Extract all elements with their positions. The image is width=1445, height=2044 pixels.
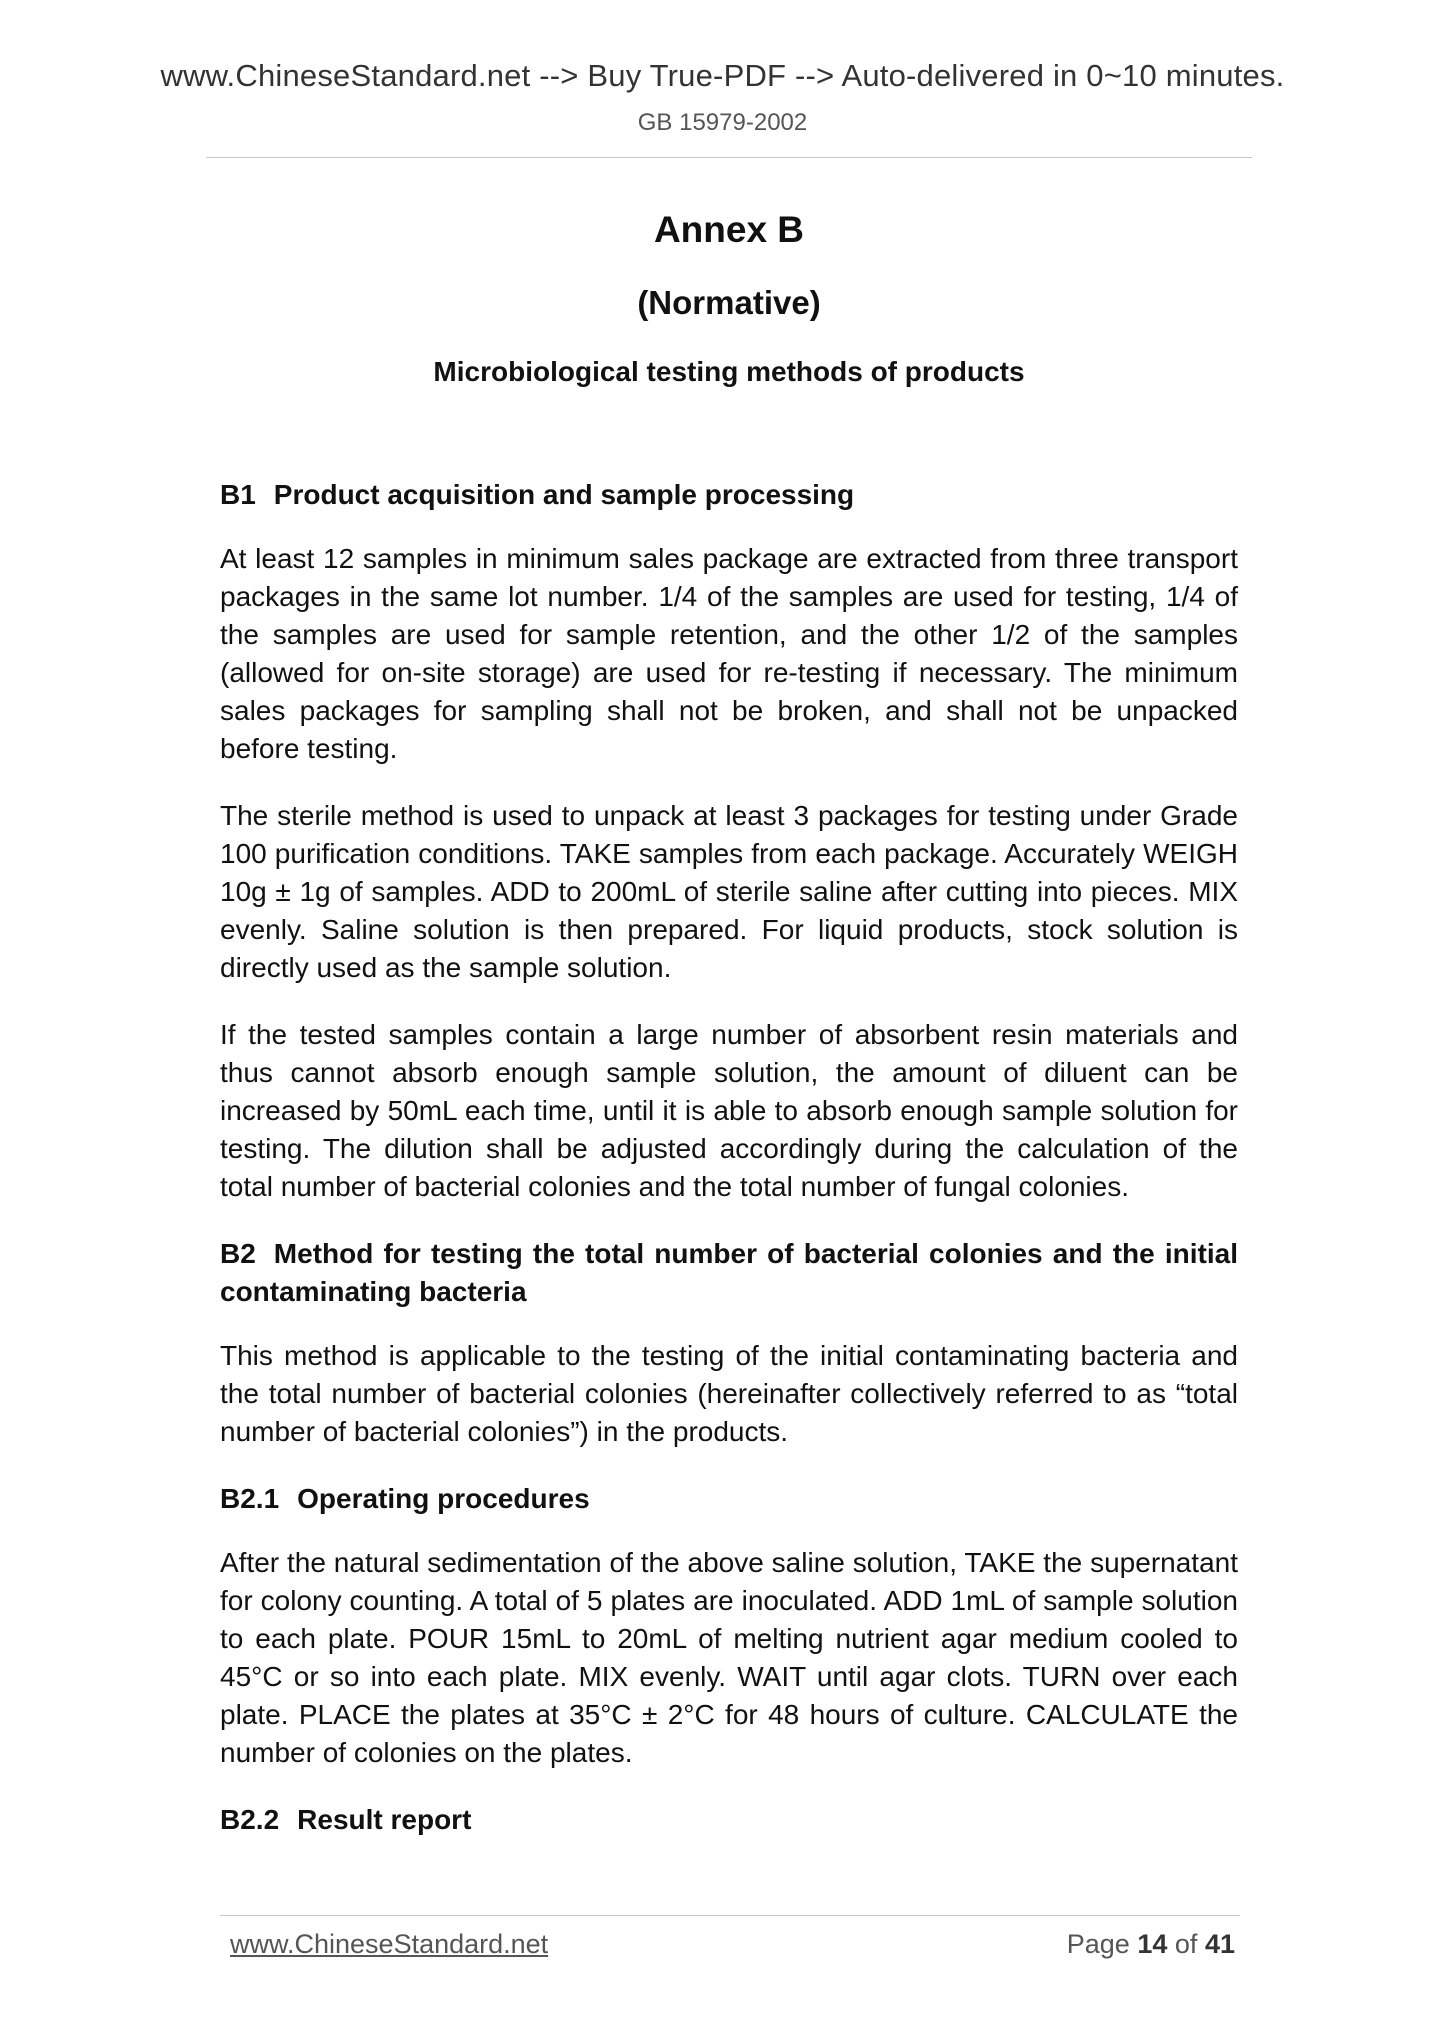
section-heading-b2-2 [220, 1801, 1238, 1839]
annex-subtitle: Microbiological testing methods of products [433, 356, 1025, 387]
section-heading-b1 [220, 476, 1238, 514]
page-body [220, 200, 1238, 1865]
footer-site-link[interactable]: www.ChineseStandard.net [230, 1929, 549, 1959]
annex-title: Annex B [653, 209, 805, 250]
paragraph: After the natural sedimentation of the above saline solution, TAKE the supernatant for colony counting. A total of 5 plates are inoculated. ADD 1mL of sample solution to each plate. POUR 15mL to 20mL of melting nutrient agar medium cooled to 45°C or so into each plate. MIX evenly. WAIT until agar clots. TURN over each plate. PLACE the plates at 35°C ± 2°C for 48 hours of culture. CALCULATE the number of colonies on the plates. [220, 1547, 1238, 1768]
page-current: 14 [1137, 1929, 1168, 1959]
paragraph: The sterile method is used to unpack at least 3 packages for testing under Grade 100 purification conditions. TAKE samples from each package. Accurately WEIGH 10g ± 1g of samples. ADD to 200mL of sterile saline after cutting into pieces. MIX evenly. Saline solution is then prepared. For liquid products, stock solution is directly used as the sample solution. [220, 800, 1238, 983]
paragraph: This method is applicable to the testing of the initial contaminating bacteria and the total number of bacterial colonies (hereinafter collectively referred to as “total number of bacterial colonies”) in the products. [220, 1340, 1238, 1447]
footer-divider [220, 1915, 1240, 1916]
section-number: B2.2 [220, 1804, 280, 1835]
section-title: Product acquisition and sample processing [273, 479, 855, 510]
page-total: 41 [1204, 1929, 1235, 1959]
header-banner-link[interactable]: www.ChineseStandard.net --> Buy True-PDF --> Auto-delivered in 0~10 minutes. [160, 58, 1285, 93]
section-title: Result report [297, 1804, 472, 1835]
page-of: of [1174, 1929, 1198, 1959]
page-indicator [1067, 1929, 1235, 1960]
section-heading-b2-1 [220, 1480, 1238, 1518]
standard-code: GB 15979-2002 [637, 109, 808, 136]
section-number: B2.1 [220, 1483, 280, 1514]
paragraph: If the tested samples contain a large number of absorbent resin materials and thus cannot absorb enough sample solution, the amount of diluent can be increased by 50mL each time, until it is able to absorb enough sample solution for testing. The dilution shall be adjusted accordingly during the calculation of the total number of bacterial colonies and the total number of fungal colonies. [220, 1019, 1238, 1202]
section-number: B2 [220, 1238, 256, 1269]
section-heading-b2 [220, 1235, 1238, 1311]
section-number: B1 [220, 479, 256, 510]
paragraph: At least 12 samples in minimum sales package are extracted from three transport packages in the same lot number. 1/4 of the samples are used for testing, 1/4 of the samples are used for sample retention, and the other 1/2 of the samples (allowed for on-site storage) are used for re-testing if necessary. The minimum sales packages for sampling shall not be broken, and shall not be unpacked before testing. [220, 543, 1238, 764]
page-prefix: Page [1066, 1929, 1130, 1959]
section-title: Method for testing the total number of bacterial colonies and the initial contaminating bacteria [220, 1238, 1238, 1307]
annex-type: (Normative) [637, 284, 821, 321]
header-divider [206, 157, 1252, 158]
section-title: Operating procedures [297, 1483, 590, 1514]
